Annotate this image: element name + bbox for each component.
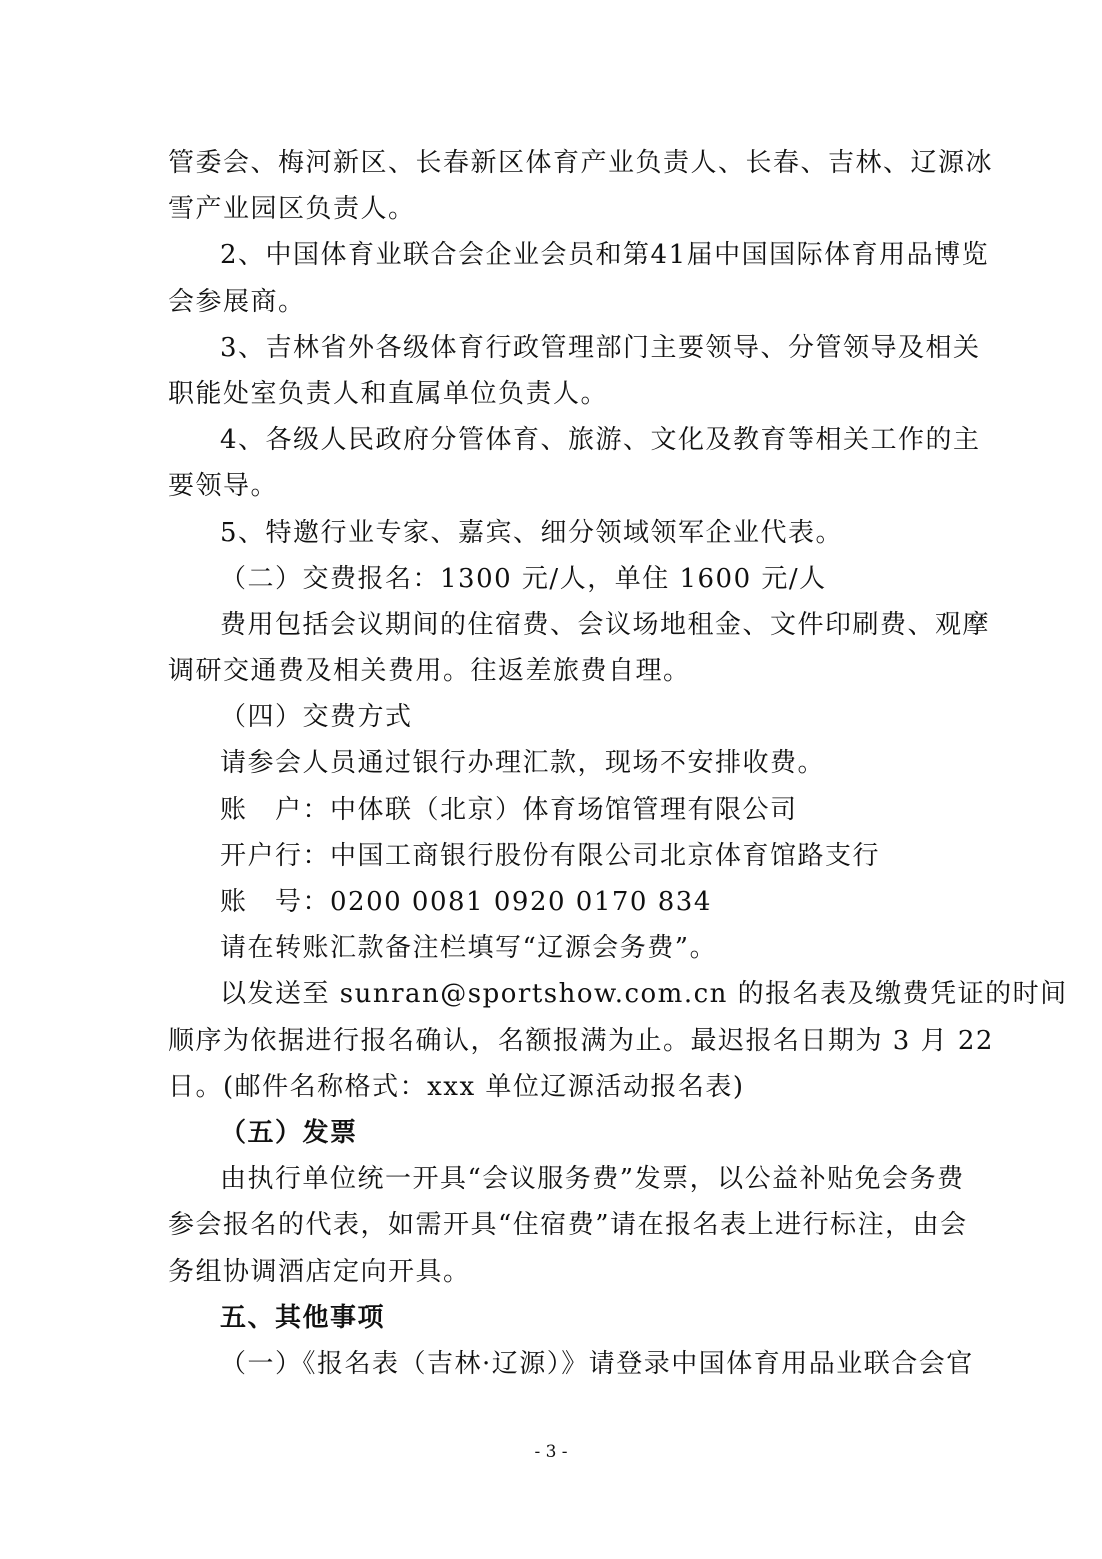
text-line: 会参展商。 — [168, 286, 306, 317]
text-line: 由执行单位统一开具“会议服务费”发票，以公益补贴免会务费 — [220, 1164, 965, 1195]
text-line: 以发送至 sunran@sportshow.com.cn 的报名表及缴费凭证的时间 — [220, 979, 1068, 1010]
document-body — [168, 140, 1068, 1387]
text-line: 雪产业园区负责人。 — [168, 194, 416, 225]
text-line: 管委会、梅河新区、长春新区体育产业负责人、长春、吉林、辽源冰 — [168, 148, 994, 178]
list-item-5: 5、特邀行业专家、嘉宾、细分领域领军企业代表。 — [220, 517, 844, 548]
invoice-heading: （五）发票 — [220, 1117, 358, 1148]
text-line: 务组协调酒店定向开具。 — [168, 1256, 471, 1287]
fee-heading: （二）交费报名：1300 元/人，单住 1600 元/人 — [220, 563, 827, 594]
text-line: 调研交通费及相关费用。往返差旅费自理。 — [168, 656, 691, 687]
list-item-2: 2、中国体育业联合会企业会员和第41届中国国际体育用品博览 — [220, 240, 990, 271]
text-line: 请参会人员通过银行办理汇款，现场不安排收费。 — [220, 748, 826, 779]
bank-name: 开户行：中国工商银行股份有限公司北京体育馆路支行 — [220, 840, 881, 871]
list-item-4: 4、各级人民政府分管体育、旅游、文化及教育等相关工作的主 — [220, 425, 981, 456]
text-line: 日。(邮件名称格式：xxx 单位辽源活动报名表) — [168, 1071, 745, 1102]
account-number: 账 号：0200 0081 0920 0170 834 — [220, 887, 712, 917]
text-line: 参会报名的代表，如需开具“住宿费”请在报名表上进行标注，由会 — [168, 1210, 968, 1241]
text-line: 职能处室负责人和直属单位负责人。 — [168, 378, 609, 409]
text-line: 要领导。 — [168, 471, 279, 502]
text-line: 请在转账汇款备注栏填写“辽源会务费”。 — [220, 933, 718, 964]
text-line: 顺序为依据进行报名确认，名额报满为止。最迟报名日期为 3 月 22 — [168, 1025, 994, 1056]
text-line: （一）《报名表（吉林·辽源）》请登录中国体育用品业联合会官 — [220, 1348, 974, 1379]
payment-method-heading: （四）交费方式 — [220, 702, 413, 733]
account-name: 账 户：中体联（北京）体育场馆管理有限公司 — [220, 794, 798, 825]
page-number: - 3 - — [534, 1442, 568, 1462]
text-line: 费用包括会议期间的住宿费、会议场地租金、文件印刷费、观摩 — [220, 609, 991, 640]
list-item-3: 3、吉林省外各级体育行政管理部门主要领导、分管领导及相关 — [220, 332, 981, 363]
section-heading-other-matters: 五、其他事项 — [220, 1302, 386, 1333]
